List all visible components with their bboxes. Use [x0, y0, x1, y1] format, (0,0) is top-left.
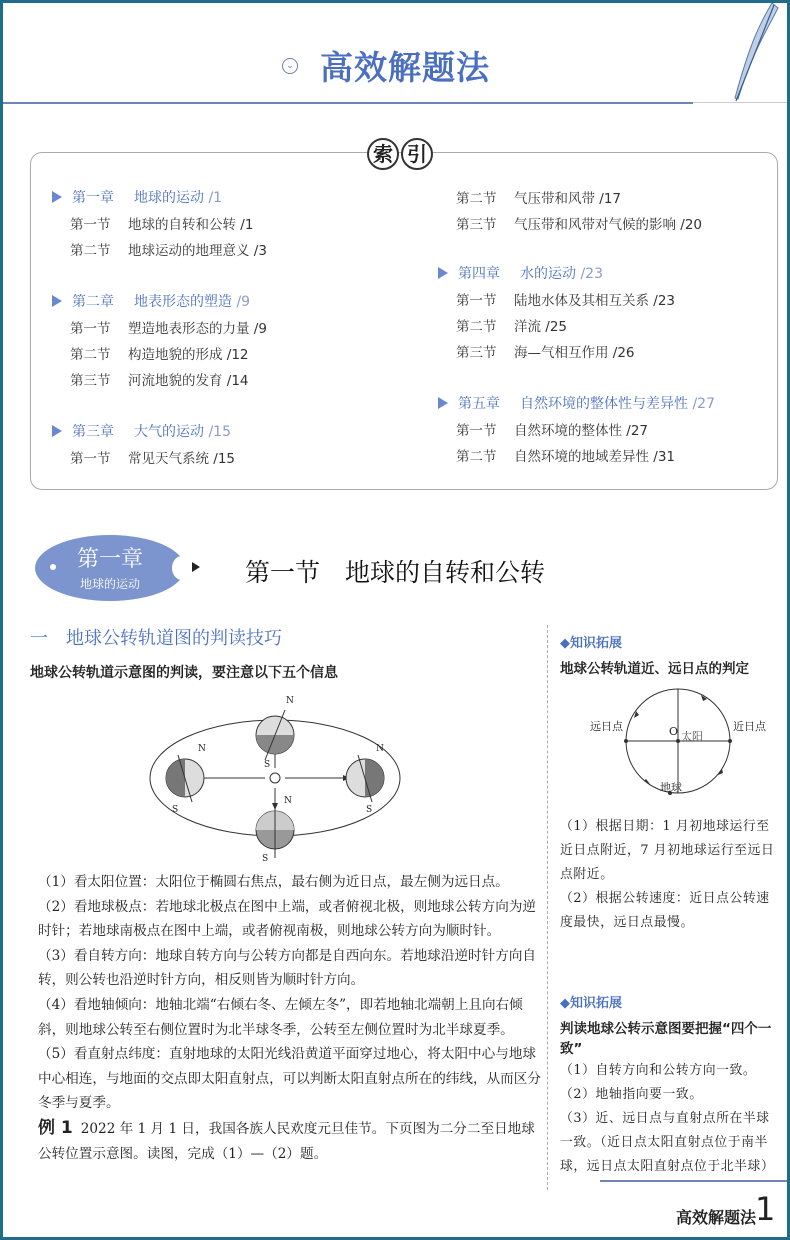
section-label: 第二节: [70, 243, 111, 259]
sidebar-divider: [547, 625, 548, 1190]
chapter-label: 第五章: [458, 396, 500, 412]
index-section[interactable]: [70, 239, 267, 259]
chapter-title: 地表形态的塑造: [134, 294, 232, 310]
paragraph: （5）看直射点纬度：直射地球的太阳光线沿黄道平面穿过地心，将太阳中心与地球中心相连，与地面的交点即太阳直射点，可以判断太阳直射点所在的纬线，从而区分冬季与夏季。: [38, 1046, 541, 1112]
subheading: 一 地球公转轨道图的判读技巧: [30, 628, 282, 649]
paragraph: （3）看自转方向：地球自转方向与公转方向都是自西向东。若地球沿逆时针方向自转，则公转也沿逆时针方向，相反则皆为顺时针方向。: [38, 947, 537, 989]
section-title: 自然环境的整体性 /27: [514, 423, 649, 439]
section-title: 气压带和风带对气候的影响 /20: [514, 217, 703, 233]
triangle-right-icon: [52, 295, 62, 307]
index-badge-char: 索: [367, 138, 399, 170]
footer-title: 高效解题法: [676, 1208, 757, 1227]
orbit-diagram: [130, 690, 420, 865]
index-section[interactable]: [456, 187, 621, 207]
section-title: 洋流 /25: [514, 319, 568, 335]
section-label: 第三节: [70, 373, 111, 389]
index-section[interactable]: [456, 445, 675, 465]
label-n: N: [198, 744, 206, 754]
index-section[interactable]: [456, 315, 567, 335]
paragraph: （2）看地球极点：若地球北极点在图中上端，或者俯视北极，则地球公转方向为逆时针；若地球南极点在图中上端，或者俯视南极，则地球公转方向为顺时针。: [38, 898, 537, 940]
section-label: 第二节: [456, 319, 497, 335]
section-title: 海—气相互作用 /26: [514, 345, 635, 361]
index-section[interactable]: [456, 289, 675, 309]
knowledge-title: 地球公转轨道近、远日点的判定: [560, 661, 749, 677]
triangle-right-icon: [438, 267, 448, 279]
label-n: N: [284, 796, 292, 806]
sun-icon: [270, 773, 280, 783]
section-title: 地球的自转和公转 /1: [128, 217, 254, 233]
chevron-down-circle-icon: ⌄: [282, 58, 298, 74]
chapter-badge: [35, 535, 185, 601]
chapter-label: 第四章: [458, 266, 500, 282]
paragraph: （1）看太阳位置：太阳位于椭圆右焦点，最右侧为近日点，最左侧为远日点。: [38, 874, 509, 890]
section-title: 自然环境的地域差异性 /31: [514, 449, 676, 465]
page-header-title: 高效解题法: [320, 48, 490, 87]
triangle-right-icon: [52, 191, 62, 203]
section-label: 第一节: [70, 217, 111, 233]
index-section[interactable]: [456, 213, 702, 233]
chapter-badge-subtitle: 地球的运动: [79, 577, 140, 591]
chapter-title: 水的运动: [520, 266, 576, 282]
index-chapter[interactable]: [52, 291, 250, 311]
example-text: 2022 年 1 月 1 日，我国各族人民欢度元旦佳节。下页图为二分二至日地球公转位置示意图。读图，完成（1）—（2）题。: [38, 1120, 535, 1162]
knowledge-title: 判读地球公转示意图要把握“四个一致”: [560, 1021, 772, 1057]
label-s: S: [172, 805, 179, 815]
section-label: 第一节: [70, 321, 111, 337]
knowledge-item: （1）根据日期：1 月初地球运行至近日点附近，7 月初地球运行至远日点附近。: [560, 819, 775, 882]
index-section[interactable]: [456, 419, 648, 439]
header-divider: [3, 102, 693, 104]
knowledge-tag: ◆知识拓展: [560, 996, 622, 1011]
chapter-page: /27: [692, 396, 715, 412]
body-text: [38, 870, 543, 1166]
near-point-label: 近日点: [733, 720, 766, 733]
chapter-page: /9: [236, 294, 251, 310]
center-label: O: [669, 725, 679, 738]
knowledge-box-2: [560, 992, 782, 1179]
section-label: 第二节: [456, 449, 497, 465]
quill-pen-icon: [690, 3, 780, 103]
section-label: 第二节: [456, 191, 497, 207]
section-title: 常见天气系统 /15: [128, 451, 236, 467]
chapter-title: 自然环境的整体性与差异性: [520, 396, 688, 412]
chapter-page: /23: [580, 266, 603, 282]
chapter-label: 第二章: [72, 294, 114, 310]
chapter-badge-title: 第一章: [76, 547, 143, 572]
index-chapter[interactable]: [52, 421, 231, 441]
chapter-page: /15: [208, 424, 231, 440]
chapter-label: 第三章: [72, 424, 114, 440]
label-s: S: [264, 760, 271, 770]
section-title: 塑造地表形态的力量 /9: [128, 321, 267, 337]
badge-hole: [50, 564, 56, 570]
section-label: 第一节: [70, 451, 111, 467]
chapter-title: 大气的运动: [134, 424, 204, 440]
section-title: 河流地貌的发育 /14: [128, 373, 249, 389]
chapter-label: 第一章: [72, 190, 114, 206]
triangle-right-icon: [438, 397, 448, 409]
chapter-page: /1: [208, 190, 223, 206]
knowledge-item: （2）地轴指向要一致。: [560, 1087, 703, 1102]
chapter-title: 地球的运动: [134, 190, 204, 206]
index-section[interactable]: [456, 341, 635, 361]
label-s: S: [366, 805, 373, 815]
far-point-label: 远日点: [590, 720, 623, 733]
section-label: 第一节: [456, 293, 497, 309]
knowledge-tag: ◆知识拓展: [560, 636, 622, 651]
sun-label: 太阳: [681, 730, 703, 743]
label-n: N: [376, 744, 384, 754]
arrow-right-icon: [192, 562, 200, 572]
section-label: 第二节: [70, 347, 111, 363]
footer-divider: [600, 1180, 787, 1182]
section-title: 构造地貌的形成 /12: [128, 347, 249, 363]
section-label: 第三节: [456, 345, 497, 361]
knowledge-item: （2）根据公转速度：近日点公转速度最快，远日点最慢。: [560, 891, 770, 930]
index-section[interactable]: [70, 317, 267, 337]
index-chapter[interactable]: [52, 187, 222, 207]
index-chapter[interactable]: [438, 393, 715, 413]
example-label: 例 1: [38, 1117, 73, 1138]
page-number: 1: [755, 1190, 776, 1228]
index-section[interactable]: [70, 343, 249, 363]
section-title: 地球运动的地理意义 /3: [128, 243, 267, 259]
knowledge-item: （3）近、远日点与直射点所在半球一致。（近日点太阳直射点位于南半球，远日点太阳直射点位于北半球）: [560, 1111, 775, 1174]
section-title: 气压带和风带 /17: [514, 191, 622, 207]
earth-label: 地球: [660, 781, 682, 794]
section-label: 第三节: [456, 217, 497, 233]
knowledge-box-1: [560, 632, 782, 935]
lead-text: 地球公转轨道示意图的判读，要注意以下五个信息: [30, 665, 338, 681]
index-section[interactable]: [70, 447, 235, 467]
section-title: 第一节 地球的自转和公转: [245, 558, 546, 587]
label-n: N: [286, 696, 294, 706]
index-section[interactable]: [70, 213, 253, 233]
paragraph: （4）看地轴倾向：地轴北端“右倾右冬、左倾左冬”，即若地轴北端朝上且向右倾斜，则地球公转至右侧位置时为北半球冬季，公转至左侧位置时为北半球夏季。: [38, 996, 523, 1038]
triangle-right-icon: [52, 425, 62, 437]
section-label: 第一节: [456, 423, 497, 439]
index-section[interactable]: [70, 369, 249, 389]
badge-notch: [172, 556, 192, 580]
index-chapter[interactable]: [438, 263, 603, 283]
example: [38, 1116, 543, 1166]
section-title: 陆地水体及其相互关系 /23: [514, 293, 676, 309]
knowledge-item: （1）自转方向和公转方向一致。: [560, 1063, 757, 1078]
label-s: S: [262, 854, 269, 864]
index-badge-char: 引: [401, 138, 433, 170]
